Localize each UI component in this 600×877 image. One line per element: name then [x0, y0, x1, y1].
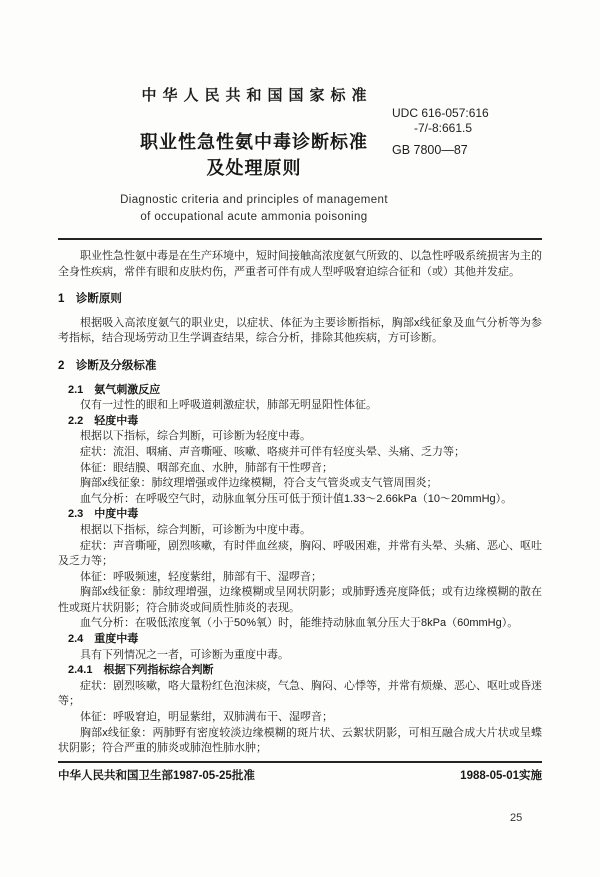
approval-text: 中华人民共和国卫生部1987-05-25批准 — [58, 770, 255, 782]
blood-gas-paragraph: 血气分析：在呼吸空气时，动脉血氧分压可低于预计值1.33～2.66kPa（10～20mmHg）。 — [80, 492, 513, 505]
xray-paragraph: 胸部x线征象：肺纹理增强或伴边缘模糊，符合支气管炎或支气管周围炎； — [80, 477, 438, 490]
signs-paragraph: 体征：眼结膜、咽部充血、水肿，肺部有干性啰音； — [80, 461, 333, 474]
document-title-english — [58, 192, 450, 226]
page-number: 25 — [510, 812, 523, 824]
section-1-heading: 1 诊断原则 — [58, 293, 122, 306]
paragraph: 根据吸入高浓度氨气的职业史，以症状、体征为主要诊断指标，胸部x线征象及血气分析等为参考指标，结合现场劳动卫生学调查结果，综合分析，排除其他疾病，方可诊断。 — [58, 316, 542, 345]
symptoms-paragraph: 症状：声音嘶哑，剧烈咳嗽，有时伴血丝痰，胸闷、呼吸困难，并常有头晕、头痛、恶心、呕吐及乏力等； — [58, 539, 542, 568]
document-body — [58, 249, 542, 757]
header-divider-rule — [58, 238, 542, 240]
section-2-heading: 2 诊断及分级标准 — [58, 359, 157, 372]
english-title-line1: Diagnostic criteria and principles of management — [120, 194, 388, 206]
paragraph: 仅有一过性的眼和上呼吸道刺激症状，肺部无明显阳性体征。 — [80, 399, 377, 412]
section-2-4-1-heading: 2.4.1 根据下列指标综合判断 — [68, 664, 214, 677]
xray-paragraph: 胸部x线征象：两肺野有密度较淡边缘模糊的斑片状、云絮状阴影，可相互融合成大片状或呈蝶状阴影；符合严重的肺炎或肺泡性肺水肿； — [58, 726, 542, 755]
signs-paragraph: 体征：呼吸频速，轻度紫绀，肺部有干、湿啰音； — [80, 570, 322, 583]
english-title-line2: of occupational acute ammonia poisoning — [140, 211, 368, 223]
udc-code-line1: UDC 616-057:616 — [392, 106, 489, 120]
section-2-2-heading: 2.2 轻度中毒 — [68, 414, 139, 427]
blood-gas-paragraph: 血气分析：在吸低浓度氧（小于50%氧）时，能维持动脉血氧分压大于8kPa（60mmHg）。 — [80, 617, 519, 630]
paragraph: 根据以下指标，综合判断，可诊断为中度中毒。 — [80, 523, 311, 536]
national-standard-label: 中华人民共和国国家标准 — [141, 87, 373, 104]
document-title-line1: 职业性急性氨中毒诊断标准 — [140, 132, 368, 152]
signs-paragraph: 体征：呼吸窘迫，明显紫绀，双肺满布干、湿啰音； — [80, 711, 333, 724]
udc-code-line2: -7/-8:661.5 — [414, 121, 473, 135]
paragraph: 根据以下指标，综合判断，可诊断为轻度中毒。 — [80, 430, 311, 443]
document-footer — [58, 761, 542, 783]
symptoms-paragraph: 症状：流泪、咽痛、声音嘶哑、咳嗽、咯痰并可伴有轻度头晕、头痛、乏力等； — [80, 445, 465, 458]
section-2-4-heading: 2.4 重度中毒 — [68, 633, 139, 646]
xray-paragraph: 胸部x线征象：肺纹理增强，边缘模糊或呈网状阴影；或肺野透亮度降低；或有边缘模糊的散在性或斑片状阴影；符合肺炎或间质性肺炎的表现。 — [58, 586, 542, 614]
classification-block — [392, 106, 489, 158]
footer-divider-rule — [58, 761, 542, 763]
standard-number: GB 7800—87 — [392, 143, 468, 157]
paragraph: 具有下列情况之一者，可诊断为重度中毒。 — [80, 648, 289, 661]
implementation-text: 1988-05-01实施 — [460, 770, 542, 782]
section-2-3-heading: 2.3 中度中毒 — [68, 508, 139, 521]
intro-paragraph: 职业性急性氨中毒是在生产环境中，短时间接触高浓度氨气所致的、以急性呼吸系统损害为主的全身性疾病，常伴有眼和皮肤灼伤，严重者可伴有成人型呼吸窘迫综合征和（或）其他并发症。 — [58, 250, 542, 278]
section-2-1-heading: 2.1 氨气刺激反应 — [68, 383, 161, 396]
document-title-line2: 及处理原则 — [206, 158, 302, 178]
symptoms-paragraph: 症状：剧烈咳嗽，咯大量粉红色泡沫痰，气急、胸闷、心悸等，并常有烦燥、恶心、呕吐或昏迷等； — [58, 679, 542, 708]
